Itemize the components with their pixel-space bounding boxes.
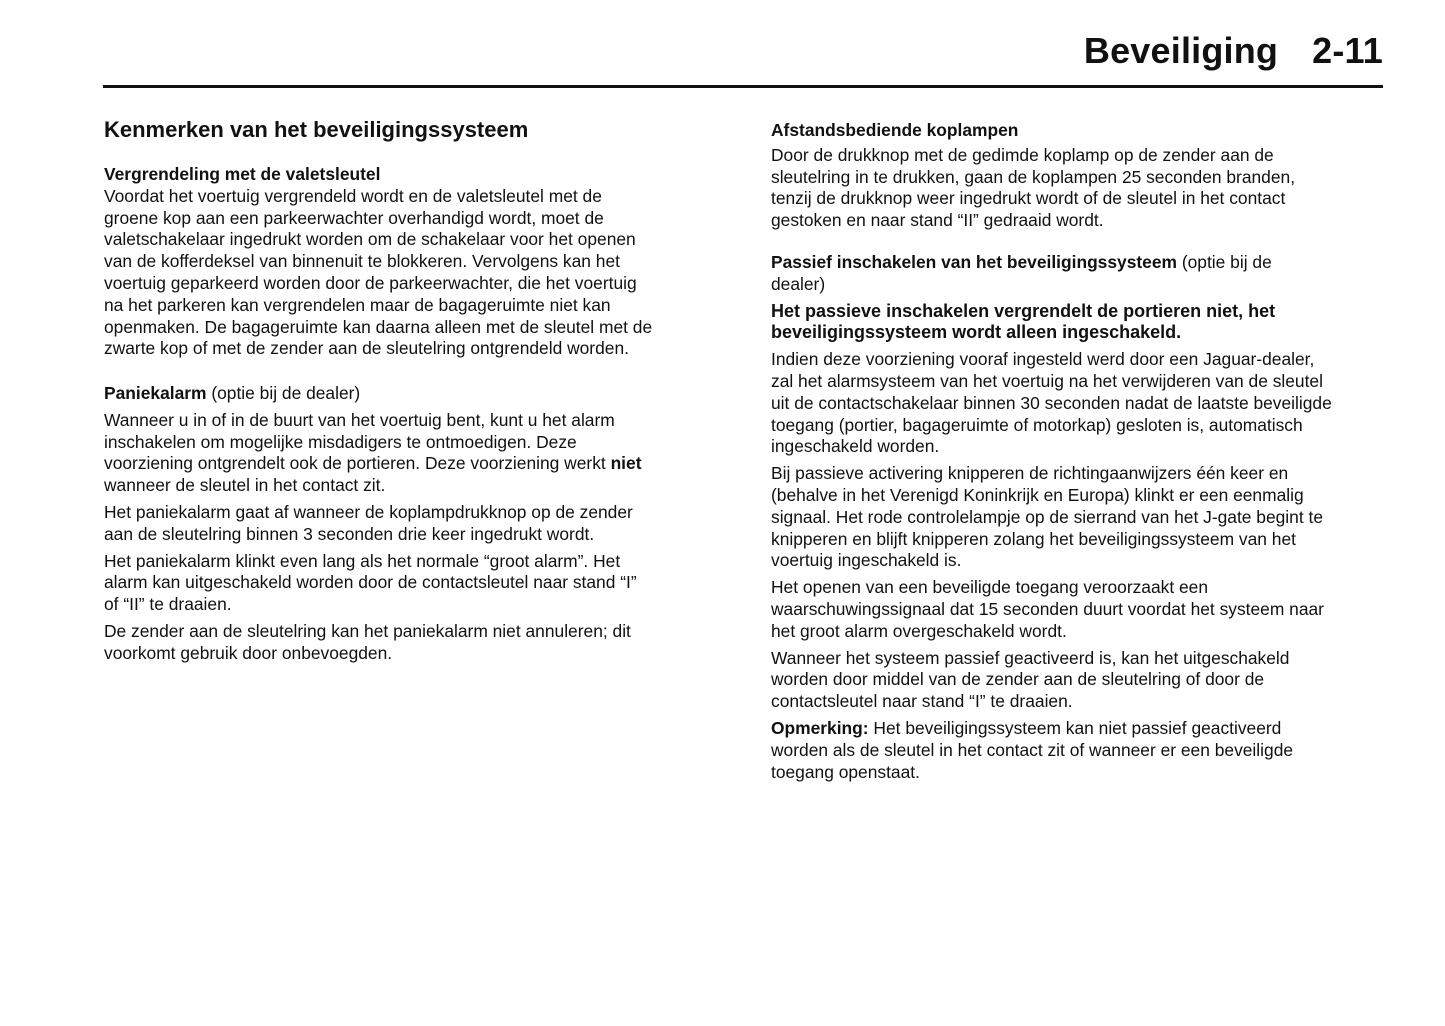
text-line: het groot alarm overgeschakeld wordt. [771, 620, 1067, 641]
passive-heading-note: (optie bij de [1181, 252, 1272, 272]
text-line: Voordat het voertuig vergrendeld wordt en de valetsleutel met de [104, 185, 602, 206]
text-line: wanneer de sleutel in het contact zit. [104, 475, 386, 496]
text-line: van de kofferdeksel van binnenuit te blokkeren. Vervolgens kan het [104, 251, 620, 272]
text-line: De zender aan de sleutelring kan het paniekalarm niet annuleren; dit [104, 620, 631, 641]
text-line: Het paniekalarm gaat af wanneer de koplampdrukknop op de zender [104, 501, 633, 522]
panic-heading-note: (optie bij de dealer) [211, 383, 361, 403]
header-divider [103, 85, 1383, 88]
chapter-heading [1084, 30, 1383, 72]
panic-paragraph-2 [104, 502, 724, 546]
text-line: inschakelen om mogelijke misdadigers te ontmoedigen. Deze [104, 431, 577, 452]
text-line: contactsleutel naar stand “I” te draaien. [771, 691, 1073, 712]
text-line: uit de contactschakelaar binnen 30 seconden nadat de laatste beveiligde [771, 392, 1332, 413]
passive-paragraph-1 [771, 349, 1391, 458]
text-line [104, 453, 724, 475]
valet-heading: Vergrendeling met de valetsleutel [104, 164, 381, 184]
text-fragment: voorziening ontgrendelt ook de portieren. Deze voorziening werkt [104, 453, 611, 474]
text-fragment: Het beveiligingssysteem kan niet passief geactiveerd [868, 717, 1282, 738]
text-line: signaal. Het rode controlelampje op de sierrand van het J-gate begint te [771, 506, 1324, 527]
remote-headlamps-heading: Afstandsbediende koplampen [771, 120, 1019, 140]
passive-paragraph-2 [771, 463, 1391, 572]
valet-paragraph [104, 186, 724, 360]
text-line: tenzij de drukknop weer ingedrukt wordt of de sleutel in het contact [771, 188, 1286, 209]
section-title: Kenmerken van het beveiligingssysteem [104, 117, 529, 142]
remote-headlamps-section [771, 120, 1391, 232]
text-line: alarm kan uitgeschakeld worden door de contactsleutel naar stand “I” [104, 572, 637, 593]
text-line: waarschuwingssignaal dat 15 seconden duurt voordat het systeem naar [771, 598, 1324, 619]
text-line: of “II” te draaien. [104, 594, 232, 615]
text-line: zwarte kop of met de zender aan de sleutelring ontgrendeld worden. [104, 338, 629, 359]
text-line: beveiligingssysteem wordt alleen ingeschakeld. [771, 322, 1182, 343]
text-line: voertuig ingeschakeld is. [771, 550, 962, 571]
text-line: Bij passieve activering knipperen de richtingaanwijzers één keer en [771, 463, 1289, 484]
passive-heading-text: Passief inschakelen van het beveiligingssysteem [771, 252, 1177, 272]
passive-note [771, 718, 1391, 783]
text-line: na het parkeren kan vergrendelen maar de bagageruimte niet kan [104, 294, 611, 315]
text-line: toegang (portier, bagageruimte of motorkap) gesloten is, automatisch [771, 414, 1303, 435]
page-number: 2-11 [1312, 30, 1383, 71]
text-line: Het openen van een beveiligde toegang veroorzaakt een [771, 577, 1209, 598]
emphasis-not: niet [610, 453, 642, 474]
text-line: sleutelring in te drukken, gaan de koplampen 25 seconden branden, [771, 166, 1296, 187]
remote-headlamps-paragraph [771, 145, 1391, 232]
text-line: ingeschakeld worden. [771, 436, 940, 457]
note-label: Opmerking: [771, 717, 869, 738]
text-line: voertuig geparkeerd worden door de parkeerwachter, die het voertuig [104, 272, 637, 293]
text-line: (behalve in het Verenigd Koninkrijk en Europa) klinkt er een eenmalig [771, 484, 1304, 505]
panic-paragraph-1 [104, 410, 724, 497]
panic-paragraph-3 [104, 551, 724, 616]
text-line: knipperen en blijft knipperen zolang het beveiligingssysteem van het [771, 528, 1296, 549]
text-line [771, 252, 1391, 274]
text-line: Door de drukknop met de gedimde koplamp op de zender aan de [771, 144, 1274, 165]
text-line: worden als de sleutel in het contact zit of wanneer er een beveiligde [771, 739, 1294, 760]
valet-section [104, 164, 724, 360]
text-line: toegang openstaat. [771, 761, 920, 782]
passive-paragraph-3 [771, 577, 1391, 642]
text-line: aan de sleutelring binnen 3 seconden drie keer ingedrukt wordt. [104, 523, 595, 544]
passive-heading [771, 252, 1391, 296]
text-line: Het paniekalarm klinkt even lang als het normale “groot alarm”. Het [104, 550, 621, 571]
passive-warning [771, 301, 1391, 345]
text-line: openmaken. De bagageruimte kan daarna alleen met de sleutel met de [104, 316, 653, 337]
text-line: voorkomt gebruik door onbevoegden. [104, 642, 393, 663]
text-line: Wanneer het systeem passief geactiveerd is, kan het uitgeschakeld [771, 647, 1290, 668]
panic-paragraph-4 [104, 621, 724, 665]
text-line: Indien deze voorziening vooraf ingesteld werd door een Jaguar-dealer, [771, 349, 1315, 370]
text-line: groene kop aan een parkeerwachter overhandigd wordt, moet de [104, 207, 604, 228]
page-header [103, 28, 1383, 86]
panic-heading-text: Paniekalarm [104, 383, 207, 403]
passive-paragraph-4 [771, 648, 1391, 713]
text-line: zal het alarmsysteem van het voertuig na het verwijderen van de sleutel [771, 370, 1323, 391]
panic-section [104, 383, 724, 665]
text-line: valetschakelaar ingedrukt worden om de schakelaar voor het openen [104, 229, 636, 250]
chapter-title: Beveiliging [1083, 30, 1279, 71]
text-line: worden door middel van de zender aan de sleutelring of door de [771, 669, 1265, 690]
text-line: Het passieve inschakelen vergrendelt de portieren niet, het [771, 300, 1276, 321]
passive-section [771, 252, 1391, 783]
text-line: dealer) [771, 273, 826, 294]
text-line [771, 718, 1391, 740]
text-line: gestoken en naar stand “II” gedraaid wordt. [771, 210, 1104, 231]
panic-heading [104, 383, 724, 405]
text-line: Wanneer u in of in de buurt van het voertuig bent, kunt u het alarm [104, 409, 615, 430]
